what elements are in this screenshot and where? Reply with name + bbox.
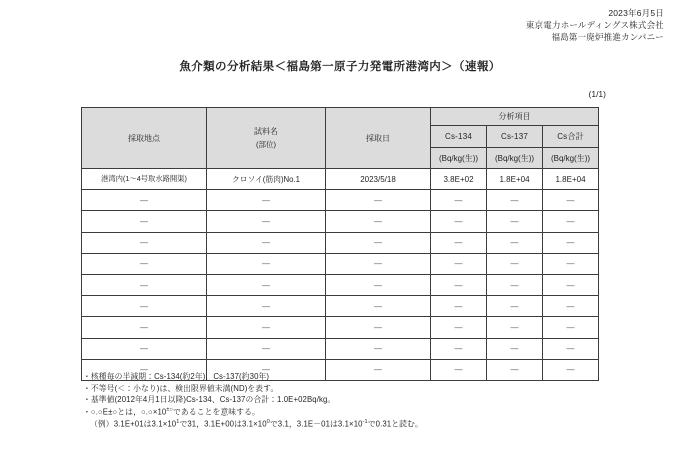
column-unit-cs-total: (Bq/kg(生)): [543, 148, 599, 169]
footnote-notation-part1: ・○.○E±○とは，○.○×10: [83, 407, 167, 417]
cell-location: ―: [82, 274, 207, 295]
cell-cs137: ―: [487, 232, 543, 253]
cell-date: ―: [326, 190, 431, 211]
cell-cs134: ―: [431, 190, 487, 211]
cell-cs137: ―: [487, 253, 543, 274]
cell-location: ―: [82, 232, 207, 253]
cell-location: ―: [82, 359, 207, 380]
column-header-sample: [207, 108, 326, 169]
cell-date: ―: [326, 317, 431, 338]
column-header-cs-total: Cs合計: [543, 126, 599, 148]
cell-cs134: ―: [431, 232, 487, 253]
cell-sample: ―: [207, 359, 326, 380]
table-row: [82, 317, 599, 338]
footnote-example-part4: で0.31と読む。: [367, 419, 423, 429]
footnote-notation-exponent: ±○: [166, 407, 174, 414]
cell-location: ―: [82, 253, 207, 274]
footnote-example-part1: （例）3.1E+01は3.1×10: [90, 419, 177, 429]
cell-sample: ―: [207, 232, 326, 253]
cell-date: ―: [326, 211, 431, 232]
table-row: [82, 190, 599, 211]
cell-cs-total: ―: [543, 317, 599, 338]
results-table: [81, 107, 599, 381]
cell-sample: クロソイ(筋肉)No.1: [207, 169, 326, 190]
cell-cs137: ―: [487, 338, 543, 359]
cell-cs-total: ―: [543, 232, 599, 253]
table-row: [82, 296, 599, 317]
company-name: 東京電力ホールディングス株式会社: [525, 20, 664, 31]
cell-cs137: ―: [487, 317, 543, 338]
cell-cs-total: 1.8E+04: [543, 169, 599, 190]
column-header-location: 採取地点: [82, 108, 207, 169]
cell-location: ―: [82, 211, 207, 232]
cell-cs137: ―: [487, 359, 543, 380]
footnote-standard-value: ・基準値(2012年4月1日以降)Cs-134、Cs-137の合計：1.0E+02Bq/kg。: [83, 395, 336, 405]
cell-cs137: ―: [487, 190, 543, 211]
column-unit-cs134: (Bq/kg(生)): [431, 148, 487, 169]
cell-cs134: ―: [431, 296, 487, 317]
cell-date: ―: [326, 338, 431, 359]
cell-location: ―: [82, 317, 207, 338]
cell-cs137: 1.8E+04: [487, 169, 543, 190]
page-title: 魚介類の分析結果＜福島第一原子力発電所港湾内＞（速報）: [179, 61, 501, 73]
table-row: [82, 274, 599, 295]
results-table-container: [81, 107, 599, 381]
document-date: 2023年6月5日: [608, 8, 664, 18]
cell-cs134: ―: [431, 359, 487, 380]
footnote-example-exponent-2: 0: [266, 419, 270, 426]
column-header-analysis-group: 分析項目: [431, 108, 599, 126]
table-row: [82, 169, 599, 190]
cell-cs134: ―: [431, 274, 487, 295]
cell-sample: ―: [207, 296, 326, 317]
cell-date: 2023/5/18: [326, 169, 431, 190]
cell-sample: ―: [207, 190, 326, 211]
cell-cs134: 3.8E+02: [431, 169, 487, 190]
document-header: [526, 8, 664, 43]
cell-sample: ―: [207, 317, 326, 338]
cell-date: ―: [326, 296, 431, 317]
cell-cs-total: ―: [543, 211, 599, 232]
cell-location: ―: [82, 190, 207, 211]
footnote-example-exponent-1: 1: [176, 419, 180, 426]
cell-sample: ―: [207, 211, 326, 232]
cell-location: ―: [82, 338, 207, 359]
cell-cs-total: ―: [543, 253, 599, 274]
cell-date: ―: [326, 232, 431, 253]
table-row: [82, 211, 599, 232]
cell-cs134: ―: [431, 211, 487, 232]
column-header-cs137: Cs-137: [487, 126, 543, 148]
footnote-example-part2: で31，3.1E+00は3.1×10: [179, 419, 267, 429]
footnotes: [83, 371, 603, 431]
cell-location: ―: [82, 296, 207, 317]
cell-date: ―: [326, 274, 431, 295]
cell-cs137: ―: [487, 296, 543, 317]
column-header-cs134: Cs-134: [431, 126, 487, 148]
footnote-example-part3: で3.1，3.1E－01は3.1×10: [269, 419, 363, 429]
table-row: [82, 253, 599, 274]
cell-location: 港湾内(1〜4号取水路開渠): [82, 169, 207, 190]
table-header-row-1: [82, 108, 599, 126]
table-body: [82, 169, 599, 381]
cell-date: ―: [326, 253, 431, 274]
page-counter: (1/1): [588, 89, 606, 99]
cell-cs134: ―: [431, 317, 487, 338]
cell-sample: ―: [207, 253, 326, 274]
column-header-sample-main: 試料名: [254, 127, 278, 136]
cell-cs137: ―: [487, 211, 543, 232]
table-row: [82, 232, 599, 253]
cell-date: ―: [326, 359, 431, 380]
column-unit-cs137: (Bq/kg(生)): [487, 148, 543, 169]
cell-cs-total: ―: [543, 338, 599, 359]
footnote-example-exponent-3: -1: [362, 419, 368, 426]
cell-cs-total: ―: [543, 190, 599, 211]
cell-cs134: ―: [431, 338, 487, 359]
cell-cs134: ―: [431, 253, 487, 274]
cell-sample: ―: [207, 338, 326, 359]
cell-cs-total: ―: [543, 296, 599, 317]
table-head: [82, 108, 599, 169]
footnote-notation-part2: であることを意味する。: [173, 407, 260, 417]
footnote-notation: [83, 406, 603, 418]
column-header-date: 採取日: [326, 108, 431, 169]
cell-cs-total: ―: [543, 359, 599, 380]
division-name: 福島第一廃炉推進カンパニー: [551, 31, 664, 42]
cell-cs-total: ―: [543, 274, 599, 295]
table-row: [82, 338, 599, 359]
footnote-example: [83, 418, 603, 430]
footnote-inequality-sign: ・不等号(＜：小なり)は、検出限界値未満(ND)を表す。: [83, 383, 279, 393]
cell-sample: ―: [207, 274, 326, 295]
cell-cs137: ―: [487, 274, 543, 295]
column-header-sample-sub: (部位): [256, 140, 276, 149]
footnote-half-life: ・核種毎の半減期：Cs-134(約2年)，Cs-137(約30年): [83, 372, 270, 381]
